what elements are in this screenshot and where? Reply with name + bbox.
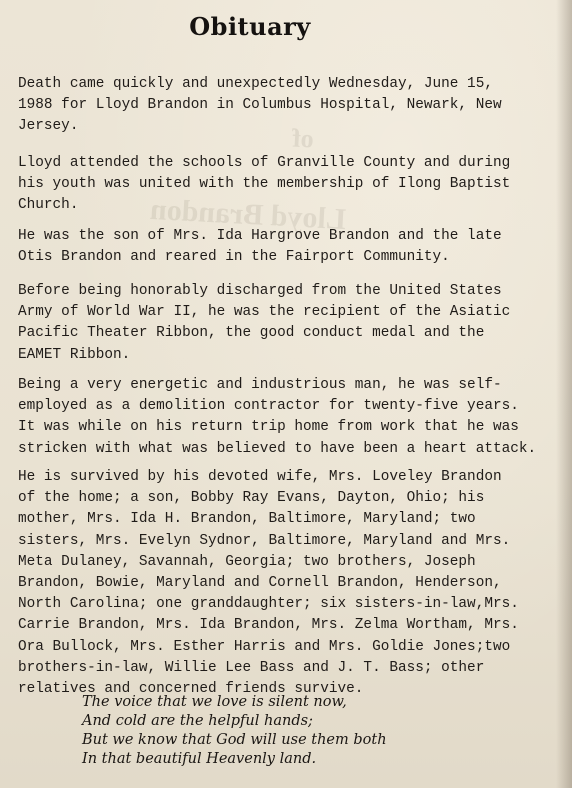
bleed-through-text: Lloyd Brandon <box>149 192 347 237</box>
memorial-poem: The voice that we love is silent now, And cold are the helpful hands; But we know that God will use them both In that beautiful Heavenly land. <box>82 694 387 767</box>
paragraph-survivors: He is survived by his devoted wife, Mrs. Loveley Brandon of the home; a son, Bobby Ray Evans, Dayton, Ohio; his mother, Mrs. Ida H. Brandon, Baltimore, Maryland; two sisters, Mrs. Evelyn Sydnor, Baltimore, Maryland and Mrs. Meta Dulaney, Savannah, Georgia; two brothers, Joseph Brandon, Bowie, Maryland and Cornell Brandon, Henderson, North Carolina; one granddaughter; six sisters-in-law,Mrs. Carrie Brandon, Mrs. Ida Brandon, Mrs. Zelma Wortham, Mrs. Ora Bullock, Mrs. Esther Harris and Mrs. Goldie Jones;two brothers-in-law, Willie Lee Bass and J. T. Bass; other relatives and concerned friends survive. <box>18 469 519 698</box>
paragraph-schooling: Lloyd attended the schools of Granville County and during his youth was united with the membership of Ilong Baptist Church. <box>18 155 511 214</box>
paragraph-career: Being a very energetic and industrious man, he was self- employed as a demolition contractor for twenty-five years. It was while on his return trip home from work that he was stricken with what was believed to have been a heart attack. <box>18 377 537 457</box>
bleed-through-text: of <box>291 123 315 154</box>
paragraph-parents: He was the son of Mrs. Ida Hargrove Brandon and the late Otis Brandon and reared in the Fairport Community. <box>18 228 502 266</box>
paragraph-death-notice: Death came quickly and unexpectedly Wednesday, June 15, 1988 for Lloyd Brandon in Columbus Hospital, Newark, New Jersey. <box>18 76 502 135</box>
page-title: Obituary <box>189 12 311 41</box>
paragraph-military-service: Before being honorably discharged from the United States Army of World War II, he was the recipient of the Asiatic Pacific Theater Ribbon, the good conduct medal and the EAMET Ribbon. <box>18 283 511 363</box>
